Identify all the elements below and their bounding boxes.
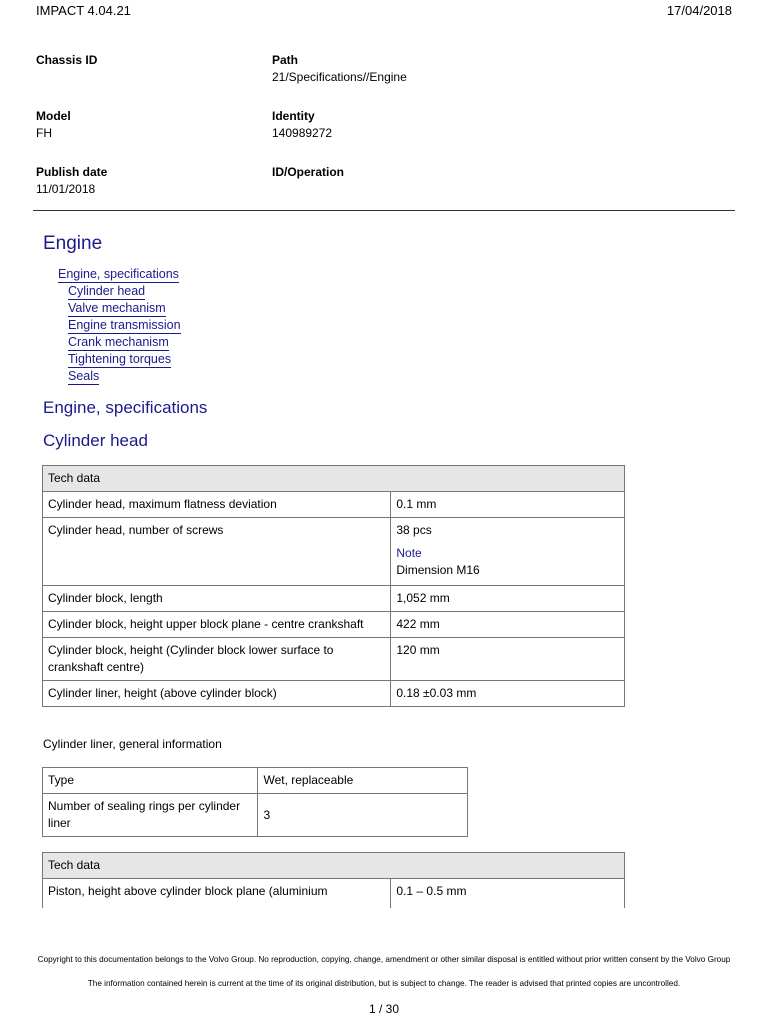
piston-table-clip — [42, 852, 626, 908]
row-value: 120 mm — [391, 638, 625, 681]
table-row — [43, 638, 625, 681]
model-value: FH — [36, 126, 52, 140]
toc-link-seals[interactable]: Seals — [68, 369, 100, 383]
row-value-cell — [391, 518, 625, 586]
toc-link-valve-mechanism[interactable]: Valve mechanism — [68, 301, 166, 315]
row-label: Type — [43, 768, 258, 794]
toc-link-engine-specifications[interactable]: Engine, specifications — [58, 267, 179, 281]
id-operation-label: ID/Operation — [272, 165, 345, 179]
table-row — [43, 768, 468, 794]
path-value: 21/Specifications//Engine — [272, 70, 407, 84]
distribution-notice: The information contained herein is current at the time of its original distribution, but is subject to change. The reader is advised that printed copies are uncontrolled. — [87, 979, 681, 988]
row-label: Cylinder block, height (Cylinder block lower surface to crankshaft centre) — [43, 638, 391, 681]
cylinder-head-tech-data-table — [42, 465, 625, 707]
row-label: Piston, height above cylinder block plane (aluminium — [43, 879, 391, 909]
table-row — [43, 492, 625, 518]
table-row — [43, 794, 468, 837]
copyright-notice: Copyright to this documentation belongs to the Volvo Group. No reproduction, copying, change, amendment or other similar disposal is entitled without prior written consent by the Volvo Group — [37, 955, 731, 964]
table-row — [43, 518, 625, 586]
row-value: 38 pcs — [396, 523, 432, 537]
note-text: Dimension M16 — [396, 563, 480, 577]
table-header: Tech data — [43, 466, 625, 492]
publish-date-value: 11/01/2018 — [36, 182, 96, 196]
table-header: Tech data — [43, 853, 625, 879]
section-heading-engine-specifications: Engine, specifications — [43, 398, 208, 417]
identity-value: 140989272 — [272, 126, 333, 140]
table-row — [43, 612, 625, 638]
row-value: 422 mm — [391, 612, 625, 638]
cylinder-liner-info-table — [42, 767, 468, 837]
row-label: Cylinder block, length — [43, 586, 391, 612]
header-divider — [33, 210, 735, 211]
row-value: 1,052 mm — [391, 586, 625, 612]
toc-link-cylinder-head[interactable]: Cylinder head — [68, 284, 146, 298]
toc-link-tightening-torques[interactable]: Tightening torques — [68, 352, 172, 366]
row-label: Cylinder block, height upper block plane - centre crankshaft — [43, 612, 391, 638]
row-value: Wet, replaceable — [258, 768, 468, 794]
identity-label: Identity — [272, 109, 315, 123]
section-heading-cylinder-head: Cylinder head — [43, 431, 148, 450]
row-label: Cylinder liner, height (above cylinder block) — [43, 681, 391, 707]
piston-tech-data-table — [42, 852, 625, 908]
note-label: Note — [396, 546, 422, 560]
publish-date-label: Publish date — [36, 165, 108, 179]
print-date: 17/04/2018 — [666, 3, 732, 18]
app-version: IMPACT 4.04.21 — [36, 3, 131, 18]
row-value: 0.1 mm — [391, 492, 625, 518]
row-label: Cylinder head, number of screws — [43, 518, 391, 586]
chassis-id-label: Chassis ID — [36, 53, 98, 67]
row-value: 0.1 – 0.5 mm — [391, 879, 625, 909]
page-number: 1 / 30 — [368, 1002, 400, 1016]
row-value: 0.18 ±0.03 mm — [391, 681, 625, 707]
table-row — [43, 681, 625, 707]
row-label: Number of sealing rings per cylinder liner — [43, 794, 258, 837]
toc-link-crank-mechanism[interactable]: Crank mechanism — [68, 335, 169, 349]
path-label: Path — [272, 53, 299, 67]
model-label: Model — [36, 109, 71, 123]
toc-link-engine-transmission[interactable]: Engine transmission — [68, 318, 181, 332]
page-title: Engine — [43, 233, 103, 254]
table-row — [43, 586, 625, 612]
row-label: Cylinder head, maximum flatness deviation — [43, 492, 391, 518]
row-value: 3 — [258, 794, 468, 837]
cylinder-liner-info-caption: Cylinder liner, general information — [43, 737, 222, 751]
table-row — [43, 879, 625, 909]
